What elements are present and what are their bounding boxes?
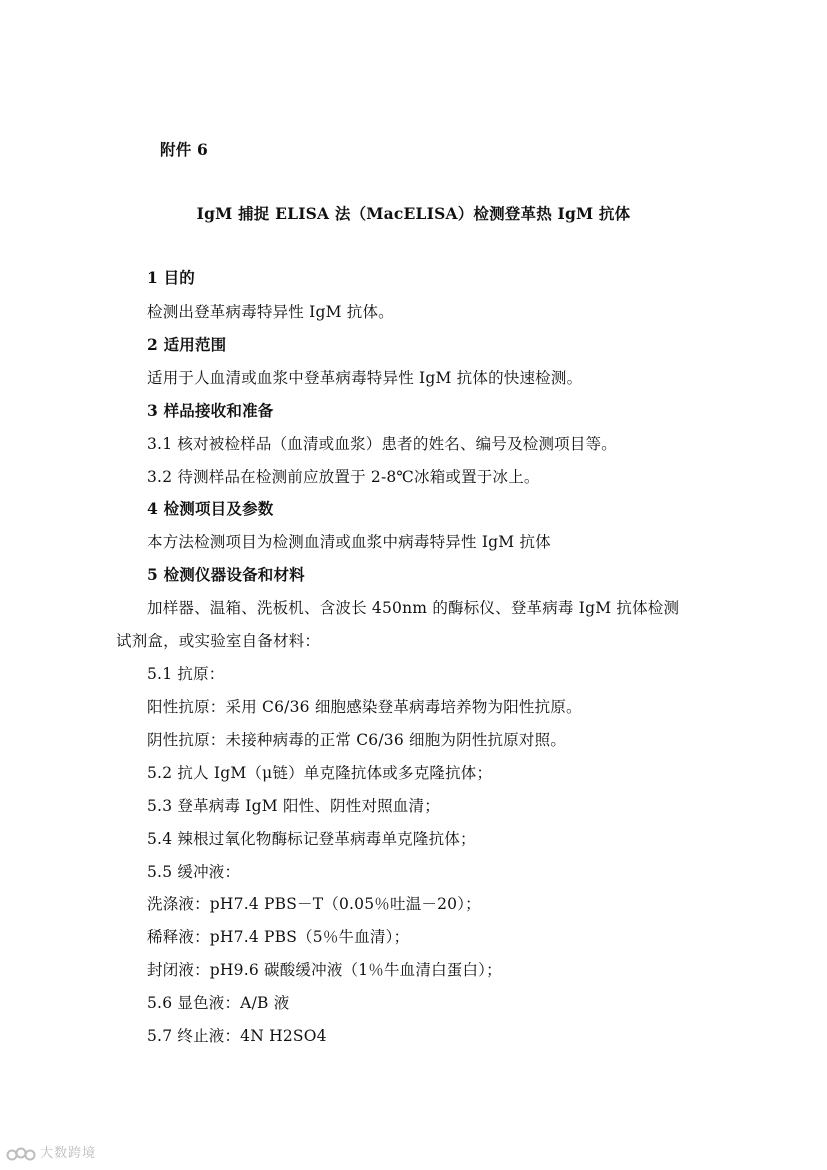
- list-item: 阳性抗原：采用 C6/36 细胞感染登革病毒培养物为阳性抗原。: [147, 698, 582, 716]
- attachment-label: 附件 6: [160, 140, 208, 159]
- section-heading-5: 5 检测仪器设备和材料: [147, 565, 305, 584]
- paragraph: 3.1 核对被检样品（血清或血浆）患者的姓名、编号及检测项目等。: [147, 435, 617, 453]
- paragraph: 3.2 待测样品在检测前应放置于 2-8℃冰箱或置于冰上。: [147, 468, 540, 486]
- list-item: 5.4 辣根过氧化物酶标记登革病毒单克隆抗体；: [147, 830, 476, 848]
- paragraph-continuation: 试剂盒，或实验室自备材料：: [116, 632, 321, 650]
- list-item: 洗涤液：pH7.4 PBS－T（0.05％吐温－20）；: [147, 895, 481, 913]
- watermark-text: 大数跨境: [40, 1146, 97, 1161]
- list-item: 5.5 缓冲液：: [147, 863, 241, 881]
- list-item: 5.1 抗原：: [147, 665, 225, 683]
- document-title: IgM 捕捉 ELISA 法（MacELISA）检测登革热 IgM 抗体: [196, 204, 631, 223]
- paragraph: 检测出登革病毒特异性 IgM 抗体。: [147, 303, 394, 321]
- watermark: [6, 1144, 116, 1164]
- list-item: 5.6 显色液：A/B 液: [147, 994, 290, 1012]
- list-item: 5.3 登革病毒 IgM 阳性、阴性对照血清；: [147, 797, 440, 815]
- paragraph: 加样器、温箱、洗板机、含波长 450nm 的酶标仪、登革病毒 IgM 抗体检测: [147, 599, 680, 617]
- section-heading-2: 2 适用范围: [147, 335, 227, 354]
- section-heading-4: 4 检测项目及参数: [147, 499, 274, 518]
- list-item: 阴性抗原：未接种病毒的正常 C6/36 细胞为阴性抗原对照。: [147, 731, 567, 749]
- watermark-logo-icon: [6, 1146, 36, 1162]
- section-heading-3: 3 样品接收和准备: [147, 401, 274, 420]
- list-item: 5.7 终止液：4N H2SO4: [147, 1027, 327, 1045]
- list-item: 封闭液：pH9.6 碳酸缓冲液（1％牛血清白蛋白）；: [147, 961, 502, 979]
- list-item: 5.2 抗人 IgM（μ链）单克隆抗体或多克隆抗体；: [147, 764, 493, 782]
- list-item: 稀释液：pH7.4 PBS（5％牛血清）；: [147, 928, 410, 946]
- section-heading-1: 1 目的: [147, 268, 195, 287]
- paragraph: 本方法检测项目为检测血清或血浆中病毒特异性 IgM 抗体: [147, 533, 551, 551]
- paragraph: 适用于人血清或血浆中登革病毒特异性 IgM 抗体的快速检测。: [147, 369, 583, 387]
